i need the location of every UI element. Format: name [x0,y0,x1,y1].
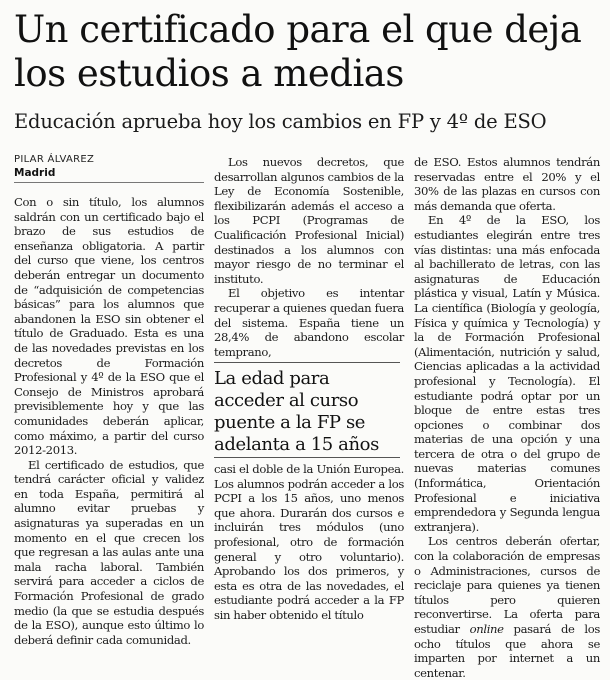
pullquote-bottom-rule [214,457,400,458]
dateline-location: Madrid [14,167,56,179]
headline: Un certificado para el que deja los estudios a medias [14,8,582,95]
subheadline: Educación aprueba hoy los cambios en FP y 4º de ESO [14,110,547,133]
text-run: Los centros deberán ofertar, con la colaboración de empresas o Administraciones, cursos de reciclaje para quienes ya tienen títulos pero quieren reconvertirse. La oferta para estudiar [414,534,600,636]
pullquote: La edad para acceder al curso puente a la FP se adelanta a 15 años [214,368,379,455]
column-1 [14,195,204,647]
paragraph: Los nuevos decretos, que desarrollan algunos cambios de la Ley de Economía Sostenible, flexibilizarán además el acceso a los PCPI (Programas de Cualificación Profesional Inicial) destinados a los alumnos con mayor riesgo de no terminar el instituto. [214,155,404,286]
pullquote-top-rule [214,362,400,363]
column-2-bottom [214,462,404,623]
byline-divider [14,182,204,183]
paragraph [414,534,600,680]
paragraph: casi el doble de la Unión Europea. Los alumnos podrán acceder a los PCPI a los 15 años, uno menos que ahora. Durarán dos cursos e incluirán tres módulos (uno profesional, otro de formación general y otro voluntario). Aprobando los dos primeros, y esta es otra de las novedades, el estudiante podrá acceder a la FP sin haber obtenido el título [214,462,404,622]
paragraph: Con o sin título, los alumnos saldrán con un certificado bajo el brazo de sus estudios de enseñanza obligatoria. A partir del curso que viene, los centros deberán entregar un documento de “adquisición de competencias básicas” para los alumnos que abandonen la ESO sin obtener el título de Graduado. Esta es una de las novedades previstas en los decretos de Formación Profesional y 4º de la ESO que el Consejo de Ministros aprobará previsiblemente hoy y que las comunidades deberán aplicar, como máximo, a partir del curso 2012-2013. [14,195,204,458]
paragraph: En 4º de la ESO, los estudiantes elegirán entre tres vías distintas: una más enfocada al bachillerato de letras, con las asignaturas de Educación plástica y visual, Latín y Música. La científica (Biología y geología, Física y química y Tecnología) y la de Formación Profesional (Alimentación, nutrición y salud, Ciencias aplicadas a la actividad profesional y Tecnología). El estudiante podrá optar por un bloque de entre estas tres opciones o combinar dos materias de una opción y una tercera de otra o del grupo de nuevas materias comunes (Informática, Orientación Profesional e iniciativa emprendedora y Segunda lengua extranjera). [414,213,600,534]
column-3 [414,155,600,680]
paragraph: de ESO. Estos alumnos tendrán reservadas entre el 20% y el 30% de las plazas en cursos con más demanda que oferta. [414,155,600,213]
italic-word: online [469,622,504,636]
text-run: pasará de los ocho títulos que ahora se imparten por internet a un centenar. [414,622,600,680]
paragraph: El objetivo es intentar recuperar a quienes quedan fuera del sistema. España tiene un 28,4% de abandono escolar temprano, [214,286,404,359]
column-2-top [214,155,404,359]
paragraph: El certificado de estudios, que tendrá carácter oficial y validez en toda España, permitirá al alumno evitar pruebas y asignaturas ya superadas en un momento en el que crecen los que regresan a las aulas ante una mala racha laboral. También servirá para acceder a ciclos de Formación Profesional de grado medio (la que se estudia después de la ESO), aunque esto último lo deberá definir cada comunidad. [14,457,204,647]
author-byline: PILAR ÁLVAREZ [14,154,95,165]
